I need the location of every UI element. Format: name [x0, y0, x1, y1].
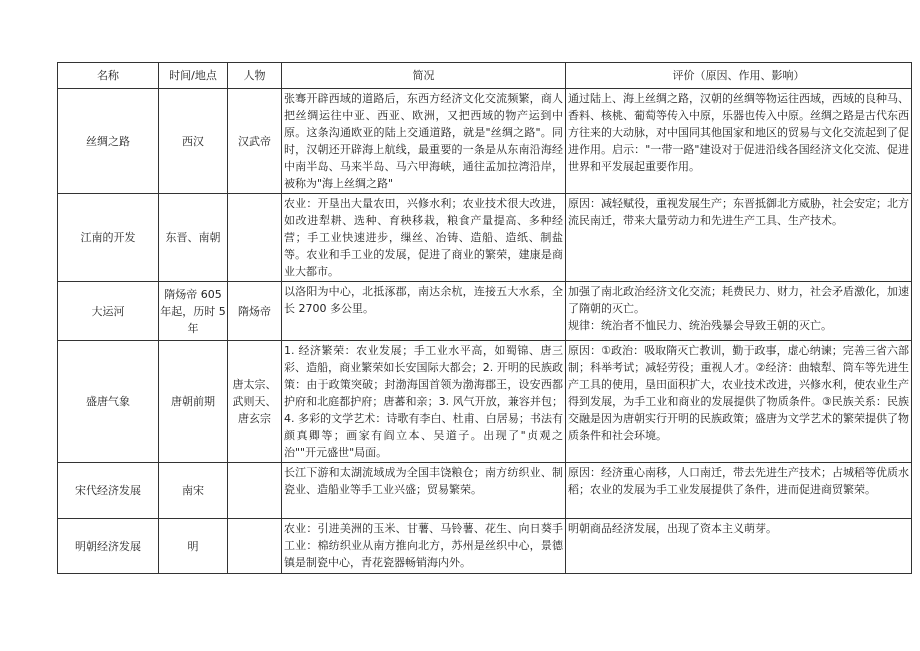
row-time: 明: [159, 519, 228, 574]
row-summary: 张骞开辟西域的道路后，东西方经济文化交流频繁，商人把丝绸运往中亚、西亚、欧洲，又把西域的物产运到中原。这条沟通欧亚的陆上交通道路，就是"丝绸之路"。同时，汉朝还开辟海上航线，最重要的一条是从东南沿海经中南半岛、马来半岛、马六甲海峡，通往孟加拉湾沿岸，被称为"海上丝绸之路": [282, 89, 566, 194]
row-summary: 农业：开垦出大量农田，兴修水利；农业技术很大改进，如改进犁耕、选种、育秧移栽，粮食产量提高、多种经营；手工业快速进步，缫丝、冶铸、造船、造纸、制盐等。农业和手工业的发展，促进了商业的繁荣，建康是商业大都市。: [282, 194, 566, 282]
header-row: [58, 63, 912, 89]
row-evaluation: 加强了南北政治经济文化交流；耗费民力、财力，社会矛盾激化，加速了隋朝的灭亡。 规律：统治者不恤民力、统治残暴会导致王朝的灭亡。: [566, 282, 912, 341]
table-row: [58, 282, 912, 341]
history-table: [57, 62, 912, 574]
row-time: 南宋: [159, 463, 228, 519]
table-row: [58, 341, 912, 463]
row-time: 西汉: [159, 89, 228, 194]
row-summary: 1. 经济繁荣：农业发展；手工业水平高，如蜀锦、唐三彩、造船，商业繁荣如长安国际大都会；2. 开明的民族政策：由于政策突破；封渤海国首领为渤海郡王，设安西都护府和北庭都护府；唐蕃和亲；3. 风气开放，兼容并包；4. 多彩的文学艺术：诗歌有李白、杜甫、白居易；书法有颜真卿等；画家有阎立本、吴道子。出现了"贞观之治""开元盛世"局面。: [282, 341, 566, 463]
header-evaluation: 评价（原因、作用、影响）: [566, 63, 912, 89]
row-name: 丝绸之路: [58, 89, 159, 194]
header-time-place: 时间/地点: [159, 63, 228, 89]
table-row: [58, 519, 912, 574]
row-name: 江南的开发: [58, 194, 159, 282]
row-time: 唐朝前期: [159, 341, 228, 463]
row-person: 隋炀帝: [228, 282, 282, 341]
row-name: 宋代经济发展: [58, 463, 159, 519]
row-name: 大运河: [58, 282, 159, 341]
table-row: [58, 463, 912, 519]
row-evaluation: 原因：减轻赋役，重视发展生产；东晋抵御北方威胁，社会安定；北方流民南迁，带来大量劳动力和先进生产工具、生产技术。: [566, 194, 912, 282]
row-person: [228, 463, 282, 519]
row-name: 盛唐气象: [58, 341, 159, 463]
row-person: [228, 194, 282, 282]
header-name: 名称: [58, 63, 159, 89]
row-evaluation: 原因：经济重心南移，人口南迁，带去先进生产技术；占城稻等优质水稻；农业的发展为手工业发展提供了条件，进而促进商贸繁荣。: [566, 463, 912, 519]
row-person: 汉武帝: [228, 89, 282, 194]
table-row: [58, 194, 912, 282]
header-person: 人物: [228, 63, 282, 89]
row-evaluation: 明朝商品经济发展，出现了资本主义萌芽。: [566, 519, 912, 574]
header-summary: 简况: [282, 63, 566, 89]
row-evaluation: 通过陆上、海上丝绸之路，汉朝的丝绸等物运往西域，西域的良种马、香料、核桃、葡萄等传入中原，乐器也传入中原。丝绸之路是古代东西方往来的大动脉，对中国同其他国家和地区的贸易与文化交流起到了促进作用。启示："一带一路"建设对于促进沿线各国经济文化交流、促进世界和平发展起重要作用。: [566, 89, 912, 194]
table-row: [58, 89, 912, 194]
row-person: 唐太宗、武则天、唐玄宗: [228, 341, 282, 463]
row-time: 隋炀帝 605 年起，历时 5 年: [159, 282, 228, 341]
row-summary: 以洛阳为中心，北抵涿郡，南达余杭，连接五大水系，全长 2700 多公里。: [282, 282, 566, 341]
row-summary: 农业：引进美洲的玉米、甘薯、马铃薯、花生、向日葵手工业：棉纺织业从南方推向北方，苏州是丝织中心，景德镇是制瓷中心，青花瓷器畅销海内外。: [282, 519, 566, 574]
row-summary: 长江下游和太湖流域成为全国丰饶粮仓；南方纺织业、制瓷业、造船业等手工业兴盛；贸易繁荣。: [282, 463, 566, 519]
row-person: [228, 519, 282, 574]
row-evaluation: 原因：①政治：吸取隋灭亡教训，勤于政事，虚心纳谏；完善三省六部制；科举考试；减轻劳役；重视人才。②经济：曲辕犁、筒车等先进生产工具的使用，垦田面积扩大，农业技术改进，兴修水利，使农业生产得到发展，为手工业和商业的发展提供了物质条件。③民族关系：民族交融是因为唐朝实行开明的民族政策；盛唐为文学艺术的繁荣提供了物质条件和社会环境。: [566, 341, 912, 463]
row-time: 东晋、南朝: [159, 194, 228, 282]
row-name: 明朝经济发展: [58, 519, 159, 574]
